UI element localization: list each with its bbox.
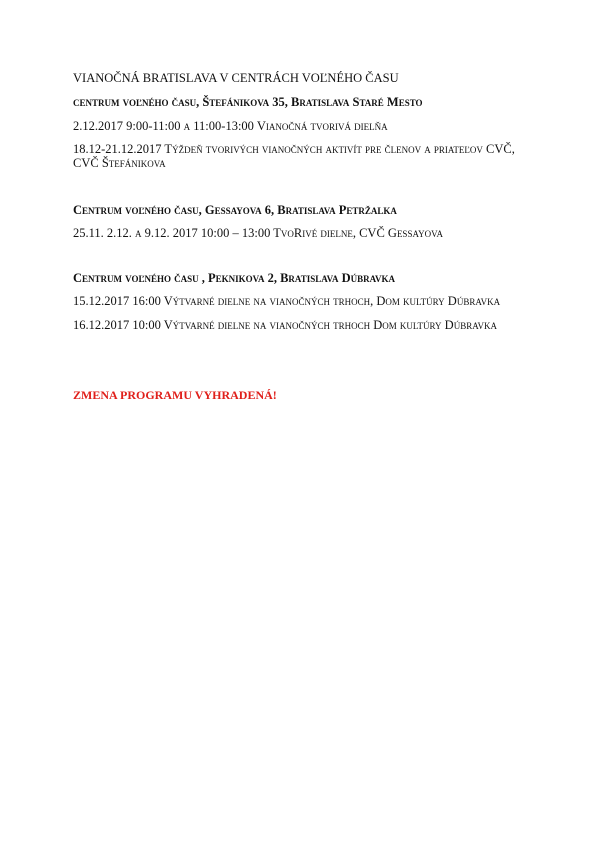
document-title: VIANOČNÁ BRATISLAVA V CENTRÁCH VOĽNÉHO ČASU [73, 71, 399, 85]
section-heading: centrum voľného času, Štefánikova 35, Bratislava Staré Mesto [73, 95, 423, 109]
program-change-notice: ZMENA PROGRAMU VYHRADENÁ! [73, 388, 277, 402]
event-line: 18.12-21.12.2017 Týždeň tvorivých vianočných aktivít pre členov a priateľov CVČ, [73, 142, 515, 156]
event-line: 25.11. 2.12. a 9.12. 2017 10:00 – 13:00 TvoRivé dielne, CVČ Gessayova [73, 226, 443, 240]
event-line: CVČ Štefánikova [73, 156, 166, 170]
event-line: 15.12.2017 16:00 Výtvarné dielne na vianočných trhoch, Dom kultúry Dúbravka [73, 294, 501, 308]
event-line: 2.12.2017 9:00-11:00 a 11:00-13:00 Vianočná tvorivá dielňa [73, 119, 388, 133]
event-line: 16.12.2017 10:00 Výtvarné dielne na vianočných trhoch Dom kultúry Dúbravka [73, 318, 498, 332]
section-heading: Centrum voľného času, Gessayova 6, Bratislava Petržalka [73, 203, 397, 217]
section-heading: Centrum voľného času , Peknikova 2, Bratislava Dúbravka [73, 271, 395, 285]
